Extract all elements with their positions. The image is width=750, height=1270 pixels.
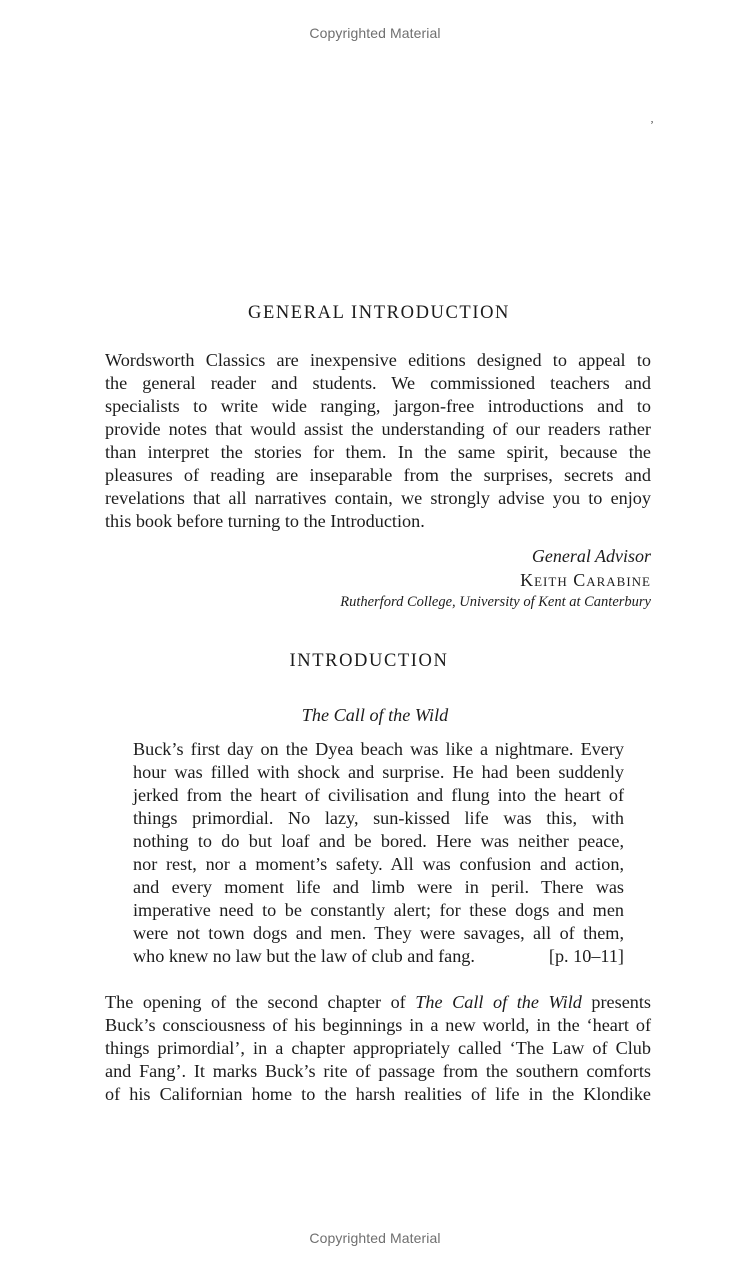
body-text: presents — [591, 992, 652, 1012]
general-introduction-paragraph — [105, 349, 651, 533]
quote-line: nor rest, nor a moment’s safety. All was confusion and action, — [133, 854, 624, 874]
quote-last-line — [133, 945, 624, 968]
signature-name: Keith Carabine — [520, 570, 651, 590]
quote-line: Buck’s first day on the Dyea beach was like a nightmare. Every — [133, 739, 624, 759]
signature-role: General Advisor — [531, 546, 651, 566]
work-title: The Call of the Wild — [301, 705, 449, 725]
quote-line: were not town dogs and men. They were savages, all of them, — [133, 923, 624, 943]
introduction-heading: INTRODUCTION — [289, 651, 449, 671]
stray-mark: ʼ — [650, 118, 654, 132]
paragraph-line: specialists to write wide ranging, jargon-free introductions and to — [105, 396, 651, 416]
signature-institution: Rutherford College, University of Kent at Canterbury — [340, 594, 651, 610]
quote-line: nothing to do but loaf and be bored. Here was neither peace, — [133, 831, 624, 851]
paragraph-line: revelations that all narratives contain, we strongly advise you to enjoy — [105, 488, 651, 508]
block-quote — [133, 738, 624, 968]
quote-line: imperative need to be constantly alert; for these dogs and men — [133, 900, 624, 920]
paragraph-line: and Fang’. It marks Buck’s rite of passage from the southern comforts — [105, 1061, 651, 1081]
paragraph-line: the general reader and students. We commissioned teachers and — [105, 373, 651, 393]
quote-citation: [p. 10–11] — [548, 946, 624, 966]
paragraph-line: this book before turning to the Introduction. — [105, 511, 425, 531]
paragraph-line: Wordsworth Classics are inexpensive editions designed to appeal to — [105, 350, 651, 370]
general-introduction-heading: GENERAL INTRODUCTION — [247, 303, 511, 323]
quote-line: jerked from the heart of civilisation and flung into the heart of — [133, 785, 624, 805]
body-paragraph — [105, 991, 651, 1106]
book-title-reference: The Call of the Wild — [415, 992, 582, 1012]
paragraph-line: pleasures of reading are inseparable from the surprises, secrets and — [105, 465, 651, 485]
copyright-watermark-top: Copyrighted Material — [309, 25, 441, 41]
quote-line: things primordial. No lazy, sun-kissed life was this, with — [133, 808, 624, 828]
paragraph-line: of his Californian home to the harsh realities of life in the Klondike — [105, 1084, 651, 1104]
quote-line: hour was filled with shock and surprise. He had been suddenly — [133, 762, 624, 782]
copyright-watermark-bottom: Copyrighted Material — [309, 1230, 441, 1246]
paragraph-line: provide notes that would assist the understanding of our readers rather — [105, 419, 651, 439]
paragraph-line: than interpret the stories for them. In the same spirit, because the — [105, 442, 651, 462]
paragraph-line: things primordial’, in a chapter appropriately called ‘The Law of Club — [105, 1038, 651, 1058]
paragraph-line: Buck’s consciousness of his beginnings in a new world, in the ‘heart of — [105, 1015, 651, 1035]
body-text: The opening of the second chapter of — [105, 992, 406, 1012]
paragraph-line — [105, 991, 651, 1014]
quote-line: who knew no law but the law of club and fang. — [133, 946, 475, 966]
quote-line: and every moment life and limb were in peril. There was — [133, 877, 624, 897]
